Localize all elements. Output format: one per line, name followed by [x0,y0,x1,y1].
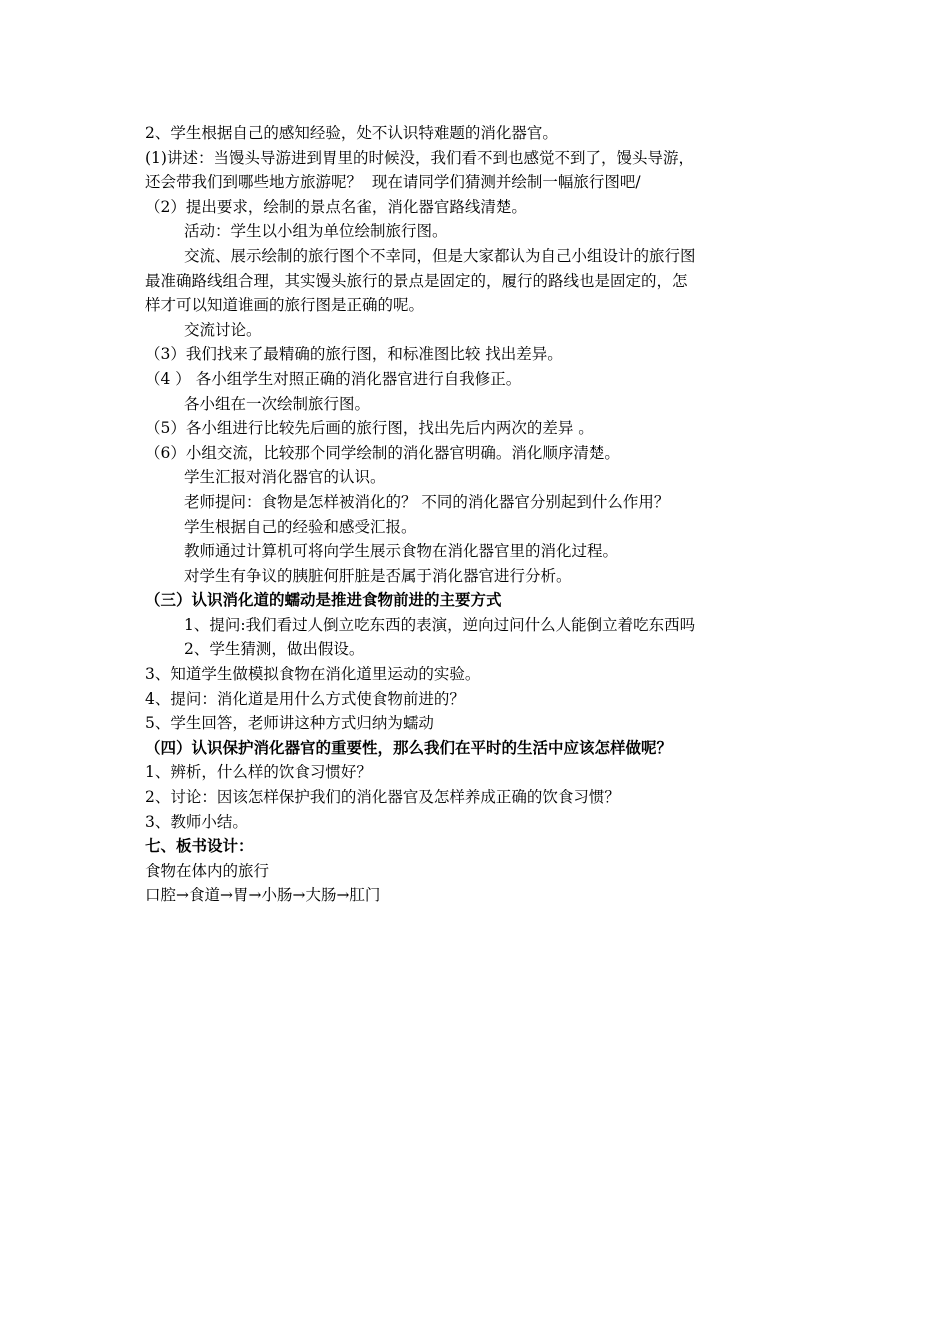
paragraph-line: 4、提问：消化道是用什么方式使食物前进的？ [145,689,465,708]
paragraph-line: 最准确路线组合理，其实馒头旅行的景点是固定的，履行的路线也是固定的，怎 [145,271,688,290]
section-heading: （三）认识消化道的蠕动是推进食物前进的主要方式 [145,590,502,610]
paragraph-line: （6）小组交流，比较那个同学绘制的消化器官明确。消化顺序清楚。 [145,443,620,462]
paragraph-line: 交流讨论。 [184,320,262,339]
paragraph-line: 学生根据自己的经验和感受汇报。 [184,517,417,536]
paragraph-line: （4 ） 各小组学生对照正确的消化器官进行自我修正。 [145,369,522,388]
paragraph-line: 老师提问：食物是怎样被消化的？ 不同的消化器官分别起到什么作用？ [184,492,670,511]
paragraph-line: 2、学生根据自己的感知经验，处不认识特难题的消化器官。 [145,124,558,142]
paragraph-line: 5、学生回答，老师讲这种方式归纳为蠕动 [145,714,434,733]
paragraph-line: 教师通过计算机可将向学生展示食物在消化器官里的消化过程。 [184,542,619,561]
section-heading: 七、板书设计： [145,836,254,856]
paragraph-line: 各小组在一次绘制旅行图。 [184,394,371,413]
paragraph-line: 2、学生猜测，做出假设。 [184,640,365,659]
paragraph-line: 食物在体内的旅行 [145,861,270,880]
paragraph-line: 还会带我们到哪些地方旅游呢？ 现在请同学们猜测并绘制一幅旅行图吧/ [145,173,641,192]
paragraph-line: 口腔→食道→胃→小肠→大肠→肛门 [145,886,381,905]
paragraph-line: 样才可以知道谁画的旅行图是正确的呢。 [145,296,425,315]
paragraph-line: 交流、展示绘制的旅行图个不幸同，但是大家都认为自己小组设计的旅行图 [184,246,696,265]
section-heading: （四）认识保护消化器官的重要性，那么我们在平时的生活中应该怎样做呢？ [145,737,673,757]
document-body [145,121,815,908]
paragraph-line: 2、讨论：因该怎样保护我们的消化器官及怎样养成正确的饮食习惯？ [145,788,620,807]
paragraph-line: 活动：学生以小组为单位绘制旅行图。 [184,222,448,241]
paragraph-line: (1)讲述：当馒头导游进到胃里的时候没，我们看不到也感觉不到了，馒头导游， [145,148,694,167]
paragraph-line: 3、教师小结。 [145,812,248,831]
paragraph-line: （2）提出要求，绘制的景点名雀，消化器官路线清楚。 [145,197,527,216]
paragraph-line: 3、知道学生做模拟食物在消化道里运动的实验。 [145,665,481,684]
paragraph-line: 学生汇报对消化器官的认识。 [184,468,386,487]
paragraph-line: 1、提问:我们看过人倒立吃东西的表演，逆向过问什么人能倒立着吃东西吗 [184,615,696,634]
paragraph-line: （5）各小组进行比较先后画的旅行图，找出先后内两次的差异 。 [145,419,594,438]
paragraph-line: 对学生有争议的胰脏何肝脏是否属于消化器官进行分析。 [184,566,572,585]
paragraph-line: （3）我们找来了最精确的旅行图，和标准图比较 找出差异。 [145,345,563,364]
paragraph-line: 1、辨析，什么样的饮食习惯好？ [145,763,372,782]
